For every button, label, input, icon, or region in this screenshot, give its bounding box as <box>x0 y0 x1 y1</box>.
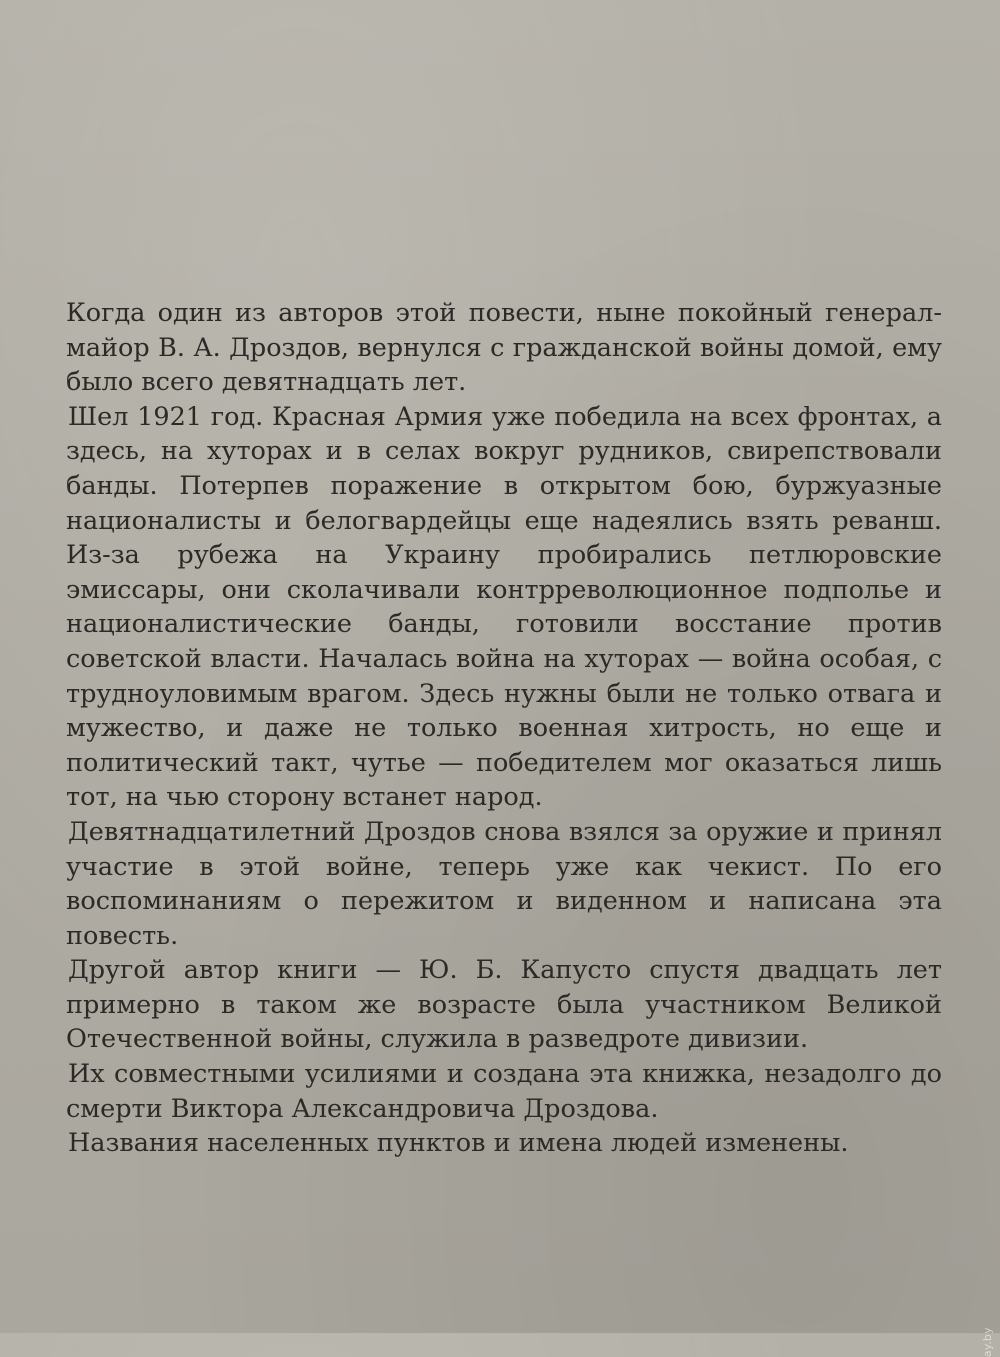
paragraph-3: Девятнадцатилетний Дроздов снова взялся за оружие и принял участие в этой войне, теперь уже как чекист. По его воспоминаниям о пережитом и виденном и написана эта повесть. <box>66 816 942 951</box>
site-watermark: ay.by <box>981 1327 994 1357</box>
paragraph-1: Когда один из авторов этой повести, ныне покойный генерал-майор В. А. Дроздов, вернулся с гражданской войны домой, ему было всего девятнадцать лет. <box>66 298 942 398</box>
paragraph-5: Их совместными усилиями и создана эта книжка, незадолго до смерти Виктора Александровича Дроздова. <box>66 1059 942 1124</box>
paragraph-6: Названия населенных пунктов и имена людей изменены. <box>68 1128 849 1159</box>
paragraph-2: Шел 1921 год. Красная Армия уже победила на всех фронтах, а здесь, на хуторах и в селах вокруг рудников, свирепствовали банды. Потерпев поражение в открытом бою, буржуазные националисты и белогвардейцы еще надеялись взять реванш. Из-за рубежа на Украину пробирались петлюровские эмиссары, они сколачивали контрреволюционное подполье и националистические банды, готовили восстание против советской власти. Началась война на хуторах — война особая, с трудноуловимым врагом. Здесь нужны были не только отвага и мужество, и даже не только военная хитрость, но еще и политический такт, чутье — победителем мог оказаться лишь тот, на чью сторону встанет народ. <box>66 401 942 813</box>
preface-text <box>66 296 942 1161</box>
paragraph-4: Другой автор книги — Ю. Б. Капусто спустя двадцать лет примерно в таком же возрасте была участником Великой Отечественной войны, служила в разведроте дивизии. <box>66 955 942 1055</box>
